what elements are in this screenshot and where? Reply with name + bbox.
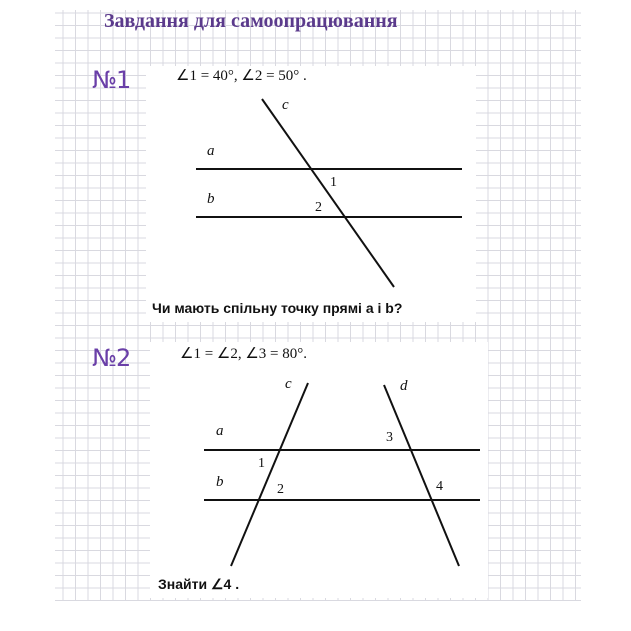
task-2-label-c: c xyxy=(285,376,292,392)
task-1-condition: ∠1 = 40°, ∠2 = 50° . xyxy=(176,68,307,84)
task-2-angle-3: 3 xyxy=(386,430,393,445)
task-2-number: №2 xyxy=(92,344,131,372)
task-2-angle-1: 1 xyxy=(258,456,265,471)
task-1-angle-2: 2 xyxy=(315,200,322,215)
task-1-label-c: c xyxy=(282,97,289,113)
task-2-label-a: a xyxy=(216,423,224,439)
task-2-question: Знайти ∠4 . xyxy=(158,576,240,592)
task-1-label-b: b xyxy=(207,191,215,207)
task-2-line-d xyxy=(384,385,459,566)
task-2-angle-4: 4 xyxy=(436,479,443,494)
task-1-question: Чи мають спільну точку прямі a і b? xyxy=(152,300,403,316)
task-1-number: №1 xyxy=(92,66,131,94)
task-2-label-d: d xyxy=(400,378,408,394)
page-title: Завдання для самоопрацювання xyxy=(104,10,398,32)
task-2-label-b: b xyxy=(216,474,224,490)
task-2-condition: ∠1 = ∠2, ∠3 = 80°. xyxy=(180,346,308,362)
task-2-line-c xyxy=(231,383,308,566)
task-2-angle-2: 2 xyxy=(277,482,284,497)
task-1-label-a: a xyxy=(207,143,215,159)
task-1-angle-1: 1 xyxy=(330,175,337,190)
